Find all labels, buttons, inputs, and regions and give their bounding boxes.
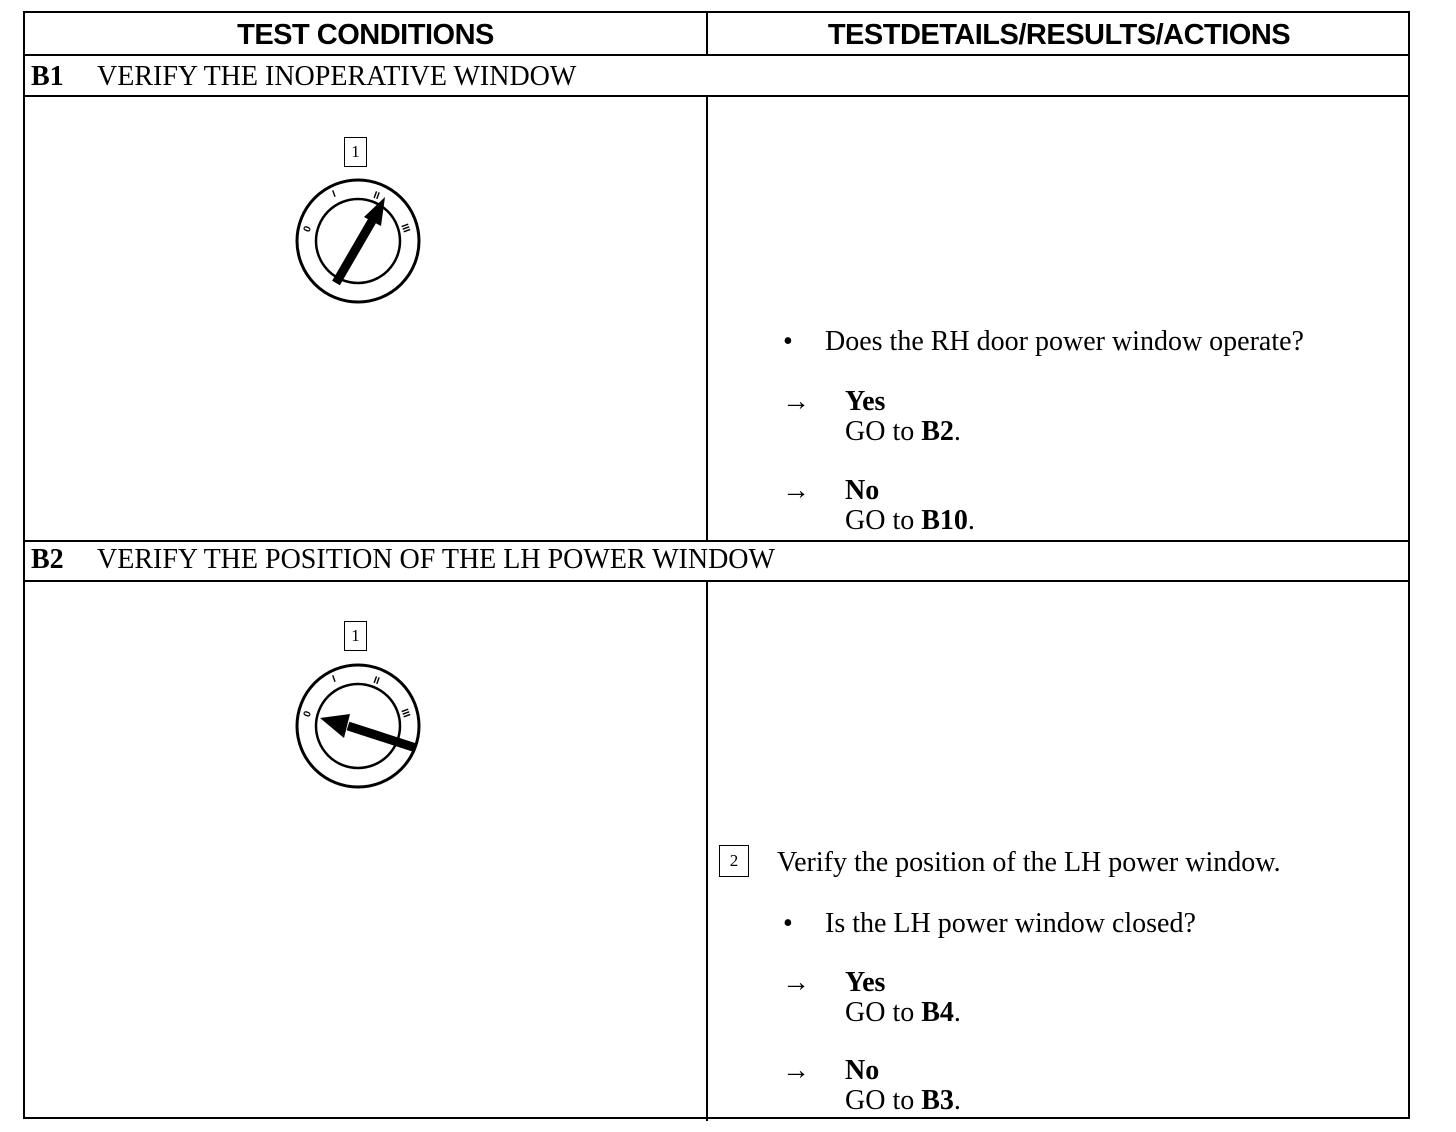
step-b1-yes-arrow: → [782, 386, 810, 417]
dial-label-0: 0 [301, 224, 314, 234]
step-b2-no-arrow: → [782, 1055, 810, 1086]
step-b1-bullet: • [783, 326, 793, 357]
step-b2-no-label: No [845, 1055, 880, 1086]
step-b2-yes-arrow: → [782, 967, 810, 998]
b2-title-divider [25, 580, 1408, 582]
step-id: B1 [31, 61, 64, 92]
b1-column-divider [706, 96, 708, 541]
dial-pointer-shaft [336, 221, 372, 283]
step-b1-no-action [845, 506, 975, 536]
step-b1-heading [25, 57, 1405, 95]
step-title: VERIFY THE INOPERATIVE WINDOW [97, 61, 577, 92]
step-id: B2 [31, 544, 64, 575]
dial-label-ii: II [371, 189, 381, 203]
step-b1-no-label: No [845, 475, 880, 506]
step-b2-no-action [845, 1086, 961, 1116]
b1-title-divider [25, 95, 1408, 97]
go-suffix: . [953, 1085, 961, 1116]
go-prefix: GO to [845, 505, 915, 536]
step-b2-instruction: Verify the position of the LH power window. [777, 847, 1281, 878]
ignition-switch-dial-off [288, 660, 428, 790]
ignition-switch-dial-run [288, 175, 428, 305]
go-target: B3 [921, 1085, 954, 1116]
step-b1-question: Does the RH door power window operate? [825, 326, 1304, 357]
dial-label-i: I [331, 673, 338, 686]
step-b2-bullet: • [783, 908, 793, 939]
b2-column-divider [706, 581, 708, 1121]
go-suffix: . [953, 997, 961, 1028]
dial-label-iii: III [398, 707, 412, 720]
go-suffix: . [953, 416, 961, 447]
go-target: B10 [921, 505, 968, 536]
step-b2-heading [25, 542, 1405, 580]
go-suffix: . [967, 505, 975, 536]
header-test-details: TESTDETAILS/RESULTS/ACTIONS [827, 19, 1291, 51]
step-b2-yes-action [845, 998, 961, 1028]
go-target: B4 [921, 997, 954, 1028]
header-test-conditions: TEST CONDITIONS [237, 19, 494, 51]
step-b1-no-arrow: → [782, 475, 810, 506]
dial-label-ii: II [371, 674, 381, 688]
step-b1-yes-label: Yes [845, 386, 886, 417]
step-b1-yes-action [845, 417, 961, 447]
go-prefix: GO to [845, 416, 915, 447]
step-title: VERIFY THE POSITION OF THE LH POWER WINDOW [97, 544, 775, 575]
dial-pointer-head [320, 714, 350, 738]
step-b2-yes-label: Yes [845, 967, 886, 998]
go-prefix: GO to [845, 997, 915, 1028]
step-b2-instruction-box: 2 [719, 845, 749, 877]
dial-pointer-shaft [348, 726, 416, 748]
step-b2-question: Is the LH power window closed? [825, 908, 1196, 939]
go-prefix: GO to [845, 1085, 915, 1116]
step-b2-callout-box: 1 [344, 621, 367, 651]
dial-label-i: I [331, 188, 338, 201]
dial-label-0: 0 [301, 709, 314, 719]
dial-label-iii: III [398, 222, 412, 235]
test-table [23, 11, 1410, 1119]
go-target: B2 [921, 416, 954, 447]
step-b1-callout-box: 1 [344, 137, 367, 167]
